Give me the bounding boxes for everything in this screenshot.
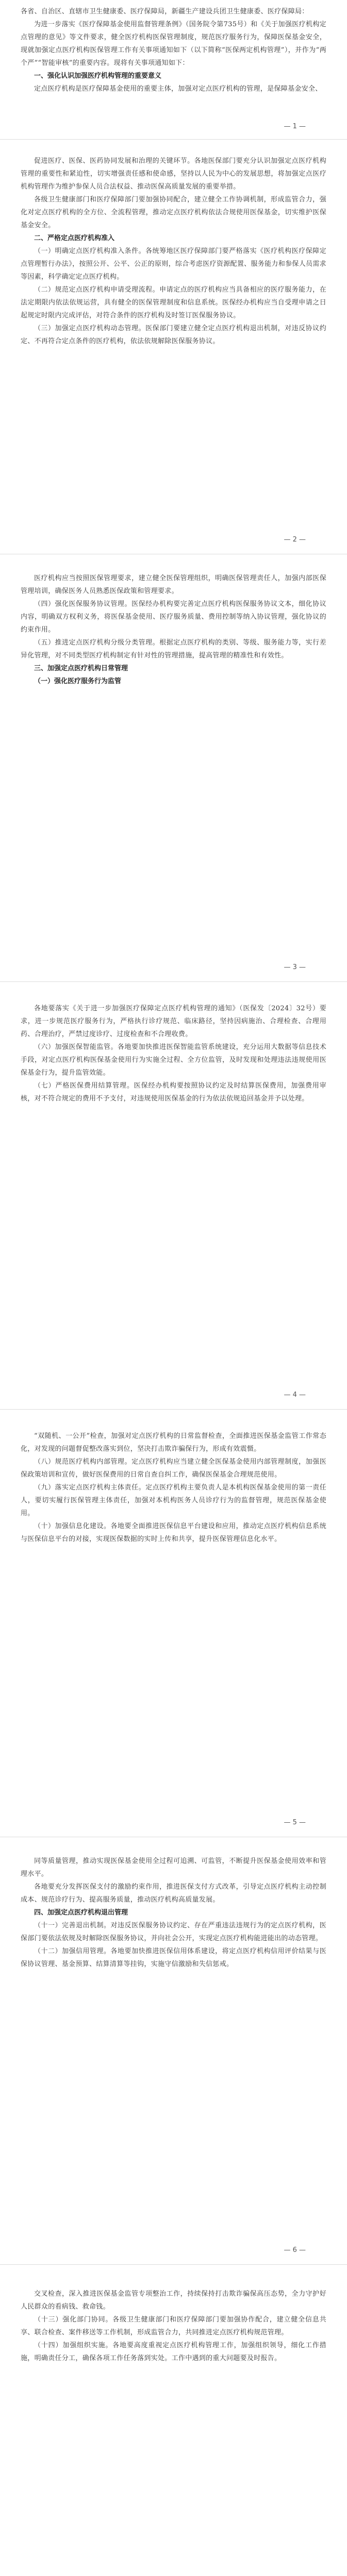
page-divider xyxy=(0,2264,347,2265)
page-number: — 3 — xyxy=(284,963,306,971)
subsection-paragraph: （四）强化医保服务协议管理。医保经办机构要完善定点医疗机构医保服务协议文本，细化协议内容，明确双方权利义务，将医保基金使用、医疗服务质量、费用控制等纳入协议管理，强化协议的约束作用。 xyxy=(21,600,326,634)
section-title: 二、严格定点医疗机构准入 xyxy=(34,234,115,242)
subsection-title: （一）强化医疗服务行为监管 xyxy=(34,677,122,685)
subsection-paragraph: （八）规范医疗机构内部管理。定点医疗机构应当建立健全医保基金使用内部管理制度，加强医保政策培训和宣传，做好医保费用的日常自查自纠工作，确保医保基金合理规范使用。 xyxy=(21,1458,326,1479)
body-paragraph: 各地要落实《关于进一步加强医疗保障定点医疗机构管理的通知》（医保发〔2024〕32号）要求，进一步规范医疗服务行为，严格执行诊疗规范、临床路径，坚持因病施治、合理检查、合理用药、合理治疗，严禁过度诊疗、过度检查和不合理收费。 xyxy=(21,1005,326,1038)
section-title: 四、加强定点医疗机构退出管理 xyxy=(34,1909,128,1917)
subsection-paragraph: （六）加强医保智能监管。各地要加快推进医保智能监管系统建设，充分运用大数据等信息技术手段，对定点医疗机构医保基金使用行为实施全过程、全方位监管，及时发现和处理违法违规使用医保基金行为，提升监管效能。 xyxy=(21,1043,326,1077)
page-3 xyxy=(0,572,347,688)
section-title: 三、加强定点医疗机构日常管理 xyxy=(34,665,128,672)
body-paragraph: 同等质量管理，推动实现医保基金使用全过程可追溯、可监管，不断提升医保基金使用效率和管理水平。 xyxy=(21,1857,326,1878)
page-divider xyxy=(0,139,347,140)
subsection-paragraph: （三）加强定点医疗机构动态管理。医保部门要建立健全定点医疗机构退出机制，对违反协议约定、不再符合定点条件的医疗机构，依法依规解除医保服务协议。 xyxy=(21,325,326,345)
body-paragraph: 医疗机构应当按照医保管理要求，建立健全医保管理组织，明确医保管理责任人，加强内部医保管理培训，确保医务人员熟悉医保政策和管理要求。 xyxy=(21,574,326,595)
section-title: 一、强化认识加强医疗机构管理的重要意义 xyxy=(34,72,162,80)
subsection-paragraph: （一）明确定点医疗机构准入条件。各统筹地区医疗保障部门要严格落实《医疗机构医疗保障定点管理暂行办法》，按照公开、公平、公正的原则，综合考虑医疗资源配置、服务能力和参保人员需求等因素，科学确定定点医疗机构。 xyxy=(21,247,326,281)
subsection-paragraph: （十三）强化部门协同。各级卫生健康部门和医疗保障部门要加强协作配合，建立健全信息共享、联合检查、案件移送等工作机制，形成监管合力，共同推进定点医疗机构规范管理。 xyxy=(21,2316,326,2336)
body-paragraph: 各地要充分发挥医保支付的激励约束作用，推进医保支付方式改革，引导定点医疗机构主动控制成本、规范诊疗行为、提高服务质量，推动医疗机构高质量发展。 xyxy=(21,1883,326,1904)
subsection-paragraph: （十二）加强信用管理。各地要加快推进医保信用体系建设，将定点医疗机构信用评价结果与医保协议管理、基金预算、结算清算等挂钩，实施守信激励和失信惩戒。 xyxy=(21,1947,326,1968)
page-number: — 4 — xyxy=(284,1391,306,1399)
page-4 xyxy=(0,1002,347,1105)
page-2 xyxy=(0,155,347,348)
page-number: — 6 — xyxy=(284,2246,306,2254)
subsection-paragraph: （五）推进定点医疗机构分级分类管理。根据定点医疗机构的类别、等级、服务能力等，实行差异化管理，对不同类型医疗机构制定有针对性的管理措施，提高管理的精准性和有效性。 xyxy=(21,639,326,659)
body-paragraph: 交叉检查，深入推进医保基金监管专项整治工作，持续保持打击欺诈骗保高压态势，全力守护好人民群众的看病钱、救命钱。 xyxy=(21,2290,326,2311)
page-number: — 5 — xyxy=(284,1819,306,1826)
page-divider xyxy=(0,981,347,982)
page-6 xyxy=(0,1855,347,1971)
page-divider xyxy=(0,1409,347,1410)
subsection-paragraph: （十）加强信息化建设。各地要全面推进医保信息平台建设和应用，推动定点医疗机构信息系统与医保信息平台的对接，实现医保数据的实时上传和共享，提升医保管理信息化水平。 xyxy=(21,1522,326,1543)
page-5 xyxy=(0,1430,347,1546)
subsection-paragraph: （九）落实定点医疗机构主体责任。定点医疗机构主要负责人是本机构医保基金使用的第一责任人，要切实履行医保管理主体责任，加强对本机构医务人员诊疗行为的监督管理，规范医保基金使用。 xyxy=(21,1484,326,1517)
body-paragraph: 各级卫生健康部门和医疗保障部门要加强协同配合，建立健全工作协调机制，形成监管合力，强化对定点医疗机构的全方位、全流程管理，推动定点医疗机构依法合规使用医保基金，切实维护医保基金安全。 xyxy=(21,196,326,229)
body-paragraph: “双随机、一公开”检查，加强对定点医疗机构的日常监督检查，全面推进医保基金监管工作常态化，对发现的问题督促整改落实到位，坚决打击欺诈骗保行为，形成有效震慑。 xyxy=(21,1432,326,1453)
subsection-paragraph: （十四）加强组织实施。各地要高度重视定点医疗机构管理工作，加强组织领导，细化工作措施，明确责任分工，确保各项工作任务落到实处。工作中遇到的重大问题要及时报告。 xyxy=(21,2342,326,2362)
body-paragraph: 定点医疗机构是医疗保障基金使用的重要主体，加强对定点医疗机构的管理，是保障基金安全、 xyxy=(34,85,322,93)
subsection-paragraph: （七）严格医保费用结算管理。医保经办机构要按照协议约定及时结算医保费用，加强费用审核，对不符合规定的费用不予支付，对违规使用医保基金的行为依法依规追回基金并予以处理。 xyxy=(21,1082,326,1103)
subsection-paragraph: （二）规范定点医疗机构申请受理流程。申请定点的医疗机构应当具备相应的医疗服务能力，在法定期限内依法依规运营，具有健全的医保管理制度和信息系统。医保经办机构应当自受理申请之日起规定时限内完成评估，对符合条件的医疗机构及时签订医保服务协议。 xyxy=(21,286,326,319)
page-7 xyxy=(0,2287,347,2365)
subsection-paragraph: （十一）完善退出机制。对违反医保服务协议约定、存在严重违法违规行为的定点医疗机构，医保部门要依法依规及时解除医保服务协议，并向社会公开，实现定点医疗机构能进能出的动态管理。 xyxy=(21,1922,326,1942)
body-paragraph: 促进医疗、医保、医药协同发展和治理的关键环节。各地医保部门要充分认识加强定点医疗机构管理的重要性和紧迫性，切实增强责任感和使命感，坚持以人民为中心的发展思想，将加强定点医疗机构管理作为维护参保人员合法权益、推动医保高质量发展的重要举措。 xyxy=(21,157,326,191)
body-paragraph: 为进一步落实《医疗保障基金使用监督管理条例》（国务院令第735号）和《关于加强医疗机构定点管理的意见》等文件要求，健全医疗机构医保管理制度，规范医疗服务行为，保障医保基金安全，现就加强定点医疗机构医保管理工作有关事项通知如下（以下简称“医保两定机构管理”），并作为“两个严”“智能审核”的重要内容。现将有关事项通知如下： xyxy=(21,21,326,67)
page-number: — 1 — xyxy=(284,123,306,130)
page-number: — 2 — xyxy=(284,536,306,544)
salutation-paragraph: 各省、自治区、直辖市卫生健康委、医疗保障局，新疆生产建设兵团卫生健康委、医疗保障局： xyxy=(21,8,309,15)
page-1 xyxy=(0,5,347,95)
